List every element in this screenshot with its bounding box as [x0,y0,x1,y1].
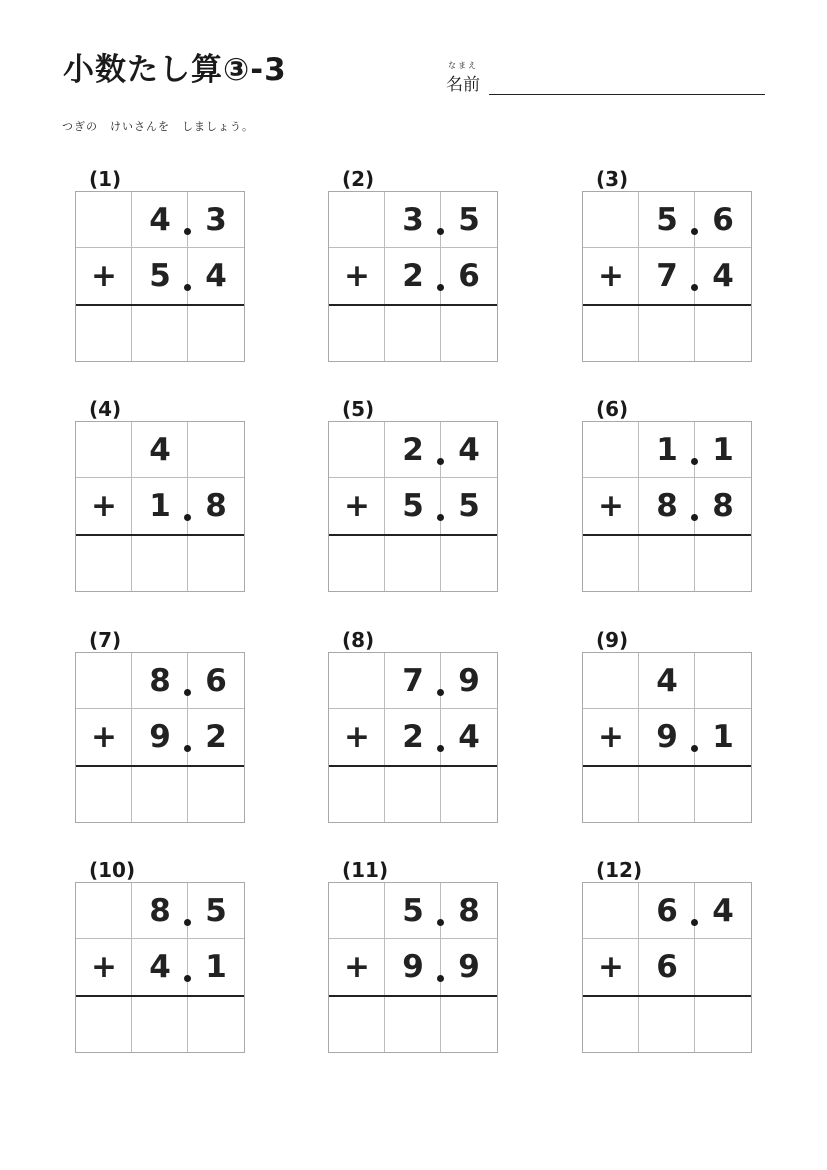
top-cell-1 [329,422,385,478]
answer-cell-1[interactable] [76,306,132,362]
answer-cell-1[interactable] [76,767,132,823]
bottom-cell-2: 6 [656,949,678,985]
answer-cell-1[interactable] [329,306,385,362]
problem-number: (1) [89,167,122,191]
decimal-point [437,689,444,696]
answer-cell-3[interactable] [441,767,497,823]
operator-cell: + [344,719,370,755]
problem-number: (3) [596,167,629,191]
answer-cell-1[interactable] [583,997,639,1053]
problem-9 [582,628,754,843]
operator-cell: + [598,488,624,524]
calculation-grid [582,191,752,362]
problem-3 [582,167,754,382]
bottom-cell-3: 8 [712,488,734,524]
top-cell-1 [583,422,639,478]
top-cell-3: 5 [205,893,227,929]
decimal-point [184,284,191,291]
name-ruby: なまえ [448,61,478,70]
problem-4 [75,397,247,612]
problem-12 [582,858,754,1073]
bottom-cell-2: 8 [656,488,678,524]
operator-cell: + [598,719,624,755]
problem-8 [328,628,500,843]
decimal-point [437,228,444,235]
answer-cell-1[interactable] [583,306,639,362]
bottom-cell-2: 5 [402,488,424,524]
answer-cell-2[interactable] [639,536,695,592]
bottom-cell-3: 4 [712,258,734,294]
top-cell-3: 5 [458,202,480,238]
decimal-point [691,228,698,235]
problem-number: (10) [89,858,136,882]
answer-cell-2[interactable] [132,536,188,592]
top-cell-1 [76,192,132,248]
bottom-cell-3 [695,939,751,995]
answer-cell-3[interactable] [441,997,497,1053]
bottom-cell-2: 9 [149,719,171,755]
decimal-point [184,919,191,926]
top-cell-3: 6 [712,202,734,238]
decimal-point [184,689,191,696]
operator-cell: + [91,719,117,755]
bottom-cell-2: 4 [149,949,171,985]
problem-1 [75,167,247,382]
bottom-cell-2: 5 [149,258,171,294]
decimal-point [437,975,444,982]
problem-number: (4) [89,397,122,421]
top-cell-3: 3 [205,202,227,238]
operator-cell: + [344,258,370,294]
operator-cell: + [344,488,370,524]
problem-number: (2) [342,167,375,191]
name-write-line[interactable] [489,94,765,95]
bottom-cell-3: 1 [712,719,734,755]
answer-cell-3[interactable] [188,997,244,1053]
top-cell-1 [583,883,639,939]
instruction-text: つぎの けいさんを しましょう。 [62,120,254,133]
bottom-cell-3: 6 [458,258,480,294]
bottom-cell-3: 4 [205,258,227,294]
decimal-point [184,228,191,235]
answer-cell-3[interactable] [188,536,244,592]
bottom-cell-2: 1 [149,488,171,524]
calculation-grid [328,421,498,592]
answer-cell-2[interactable] [639,767,695,823]
answer-cell-2[interactable] [132,997,188,1053]
decimal-point [437,284,444,291]
answer-cell-2[interactable] [132,306,188,362]
top-cell-2: 5 [402,893,424,929]
calculation-grid [75,882,245,1053]
decimal-point [437,919,444,926]
problem-7 [75,628,247,843]
operator-cell: + [344,949,370,985]
top-cell-2: 3 [402,202,424,238]
decimal-point [184,975,191,982]
top-cell-2: 4 [149,432,171,468]
decimal-point [184,514,191,521]
top-cell-1 [329,192,385,248]
name-field [446,60,766,100]
answer-cell-2[interactable] [385,997,441,1053]
operator-cell: + [91,258,117,294]
answer-cell-2[interactable] [639,997,695,1053]
decimal-point [437,514,444,521]
problem-10 [75,858,247,1073]
top-cell-3: 4 [458,432,480,468]
answer-cell-2[interactable] [132,767,188,823]
answer-cell-3[interactable] [695,306,751,362]
top-cell-3: 4 [712,893,734,929]
answer-cell-3[interactable] [695,997,751,1053]
top-cell-2: 6 [656,893,678,929]
decimal-point [691,745,698,752]
answer-cell-3[interactable] [188,306,244,362]
answer-cell-1[interactable] [583,536,639,592]
problem-number: (8) [342,628,375,652]
answer-cell-3[interactable] [695,536,751,592]
calculation-grid [582,652,752,823]
answer-cell-2[interactable] [385,767,441,823]
decimal-point [691,284,698,291]
top-cell-2: 4 [656,663,678,699]
top-cell-1 [583,653,639,709]
problem-number: (6) [596,397,629,421]
bottom-cell-2: 2 [402,258,424,294]
calculation-grid [75,191,245,362]
top-cell-2: 7 [402,663,424,699]
answer-cell-1[interactable] [76,536,132,592]
bottom-cell-3: 8 [205,488,227,524]
operator-cell: + [598,258,624,294]
decimal-point [437,745,444,752]
decimal-point [691,458,698,465]
problem-number: (11) [342,858,389,882]
name-label: 名前 [446,75,480,95]
calculation-grid [582,882,752,1053]
worksheet-title: 小数たし算③-3 [63,52,287,88]
bottom-cell-2: 9 [402,949,424,985]
problem-number: (12) [596,858,643,882]
top-cell-3: 9 [458,663,480,699]
answer-cell-1[interactable] [583,767,639,823]
answer-cell-1[interactable] [76,997,132,1053]
problem-number: (9) [596,628,629,652]
top-cell-1 [329,883,385,939]
answer-cell-3[interactable] [188,767,244,823]
top-cell-2: 1 [656,432,678,468]
top-cell-1 [329,653,385,709]
answer-cell-3[interactable] [441,306,497,362]
top-cell-3 [695,653,751,709]
operator-cell: + [598,949,624,985]
top-cell-1 [76,422,132,478]
calculation-grid [328,191,498,362]
top-cell-3: 1 [712,432,734,468]
answer-cell-3[interactable] [441,536,497,592]
bottom-cell-2: 2 [402,719,424,755]
problem-number: (5) [342,397,375,421]
answer-cell-2[interactable] [385,536,441,592]
problem-5 [328,397,500,612]
operator-cell: + [91,949,117,985]
bottom-cell-3: 4 [458,719,480,755]
decimal-point [691,919,698,926]
calculation-grid [75,652,245,823]
decimal-point [437,458,444,465]
problem-number: (7) [89,628,122,652]
top-cell-1 [76,883,132,939]
problem-2 [328,167,500,382]
answer-cell-2[interactable] [385,306,441,362]
bottom-cell-2: 7 [656,258,678,294]
problem-11 [328,858,500,1073]
top-cell-2: 2 [402,432,424,468]
bottom-cell-3: 5 [458,488,480,524]
bottom-cell-2: 9 [656,719,678,755]
decimal-point [184,745,191,752]
top-cell-3: 6 [205,663,227,699]
bottom-cell-3: 2 [205,719,227,755]
answer-cell-1[interactable] [329,536,385,592]
calculation-grid [328,652,498,823]
top-cell-2: 8 [149,663,171,699]
answer-cell-1[interactable] [329,767,385,823]
top-cell-3 [188,422,244,478]
calculation-grid [328,882,498,1053]
answer-cell-3[interactable] [695,767,751,823]
calculation-grid [582,421,752,592]
top-cell-2: 4 [149,202,171,238]
top-cell-3: 8 [458,893,480,929]
top-cell-2: 5 [656,202,678,238]
calculation-grid [75,421,245,592]
decimal-point [691,514,698,521]
top-cell-2: 8 [149,893,171,929]
top-cell-1 [583,192,639,248]
operator-cell: + [91,488,117,524]
answer-cell-2[interactable] [639,306,695,362]
bottom-cell-3: 1 [205,949,227,985]
problem-6 [582,397,754,612]
top-cell-1 [76,653,132,709]
bottom-cell-3: 9 [458,949,480,985]
answer-cell-1[interactable] [329,997,385,1053]
